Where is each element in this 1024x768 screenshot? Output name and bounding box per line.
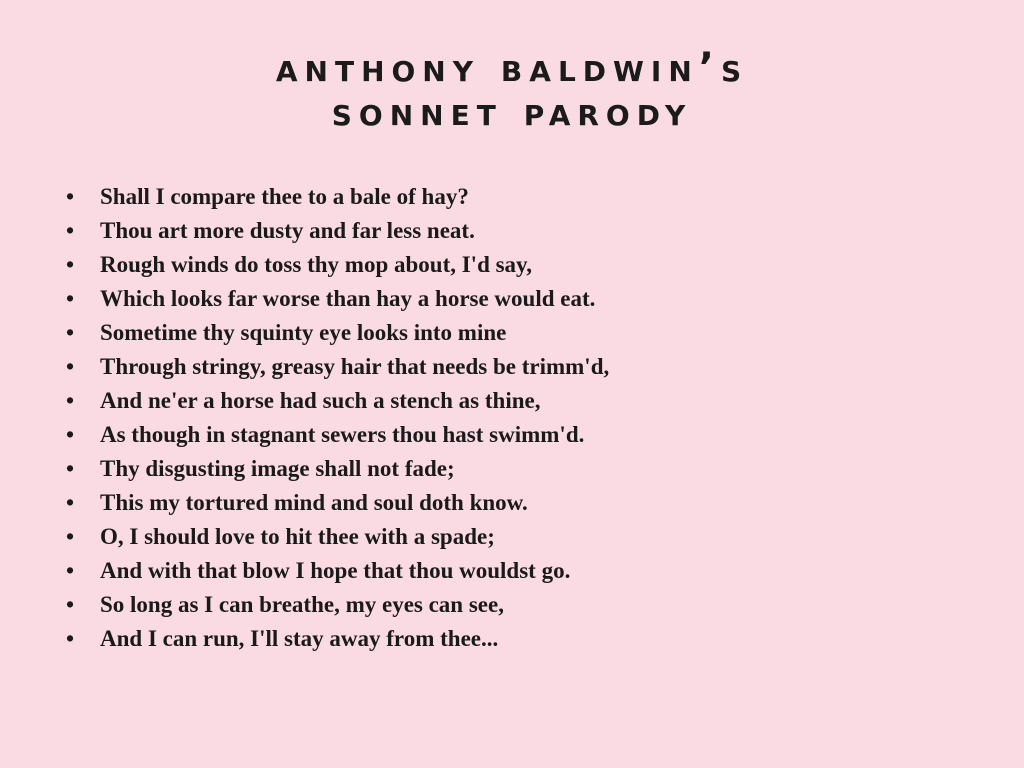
sonnet-line-text: Which looks far worse than hay a horse would eat. xyxy=(100,286,596,311)
sonnet-line-10 xyxy=(60,486,960,520)
slide-title xyxy=(40,46,984,134)
bullet-icon: • xyxy=(65,218,75,243)
sonnet-line-text: So long as I can breathe, my eyes can see, xyxy=(100,592,504,617)
sonnet-line-6 xyxy=(60,350,960,384)
bullet-icon: • xyxy=(65,456,75,481)
sonnet-line-text: Thou art more dusty and far less neat. xyxy=(100,218,475,243)
sonnet-line-text: As though in stagnant sewers thou hast swimm'd. xyxy=(100,422,585,447)
sonnet-line-1 xyxy=(60,180,960,214)
bullet-icon: • xyxy=(65,252,75,277)
bullet-icon: • xyxy=(65,626,75,651)
sonnet-line-text: Shall I compare thee to a bale of hay? xyxy=(100,184,469,209)
bullet-icon: • xyxy=(65,558,75,583)
sonnet-line-text: Sometime thy squinty eye looks into mine xyxy=(100,320,507,345)
bullet-icon: • xyxy=(65,184,75,209)
sonnet-line-12 xyxy=(60,554,960,588)
bullet-icon: • xyxy=(65,490,75,515)
sonnet-line-13 xyxy=(60,588,960,622)
bullet-icon: • xyxy=(65,524,75,549)
sonnet-line-3 xyxy=(60,248,960,282)
sonnet-line-5 xyxy=(60,316,960,350)
bullet-icon: • xyxy=(65,422,75,447)
sonnet-bullet-list xyxy=(60,180,960,656)
sonnet-line-text: And I can run, I'll stay away from thee... xyxy=(100,626,499,651)
sonnet-line-text: Thy disgusting image shall not fade; xyxy=(100,456,455,481)
sonnet-line-14 xyxy=(60,622,960,656)
title-line-1: anthony baldwin’s xyxy=(275,45,749,91)
bullet-icon: • xyxy=(65,388,75,413)
sonnet-line-7 xyxy=(60,384,960,418)
bullet-icon: • xyxy=(65,592,75,617)
sonnet-line-text: And ne'er a horse had such a stench as thine, xyxy=(100,388,541,413)
sonnet-line-2 xyxy=(60,214,960,248)
sonnet-line-text: And with that blow I hope that thou wouldst go. xyxy=(100,558,571,583)
sonnet-line-text: This my tortured mind and soul doth know. xyxy=(100,490,528,515)
title-line-2: sonnet parody xyxy=(331,89,693,135)
bullet-icon: • xyxy=(65,286,75,311)
bullet-icon: • xyxy=(65,354,75,379)
bullet-icon: • xyxy=(65,320,75,345)
sonnet-line-9 xyxy=(60,452,960,486)
sonnet-line-text: O, I should love to hit thee with a spade; xyxy=(100,524,495,549)
sonnet-line-11 xyxy=(60,520,960,554)
sonnet-line-text: Through stringy, greasy hair that needs be trimm'd, xyxy=(100,354,610,379)
sonnet-line-4 xyxy=(60,282,960,316)
sonnet-line-8 xyxy=(60,418,960,452)
sonnet-line-text: Rough winds do toss thy mop about, I'd say, xyxy=(100,252,533,277)
